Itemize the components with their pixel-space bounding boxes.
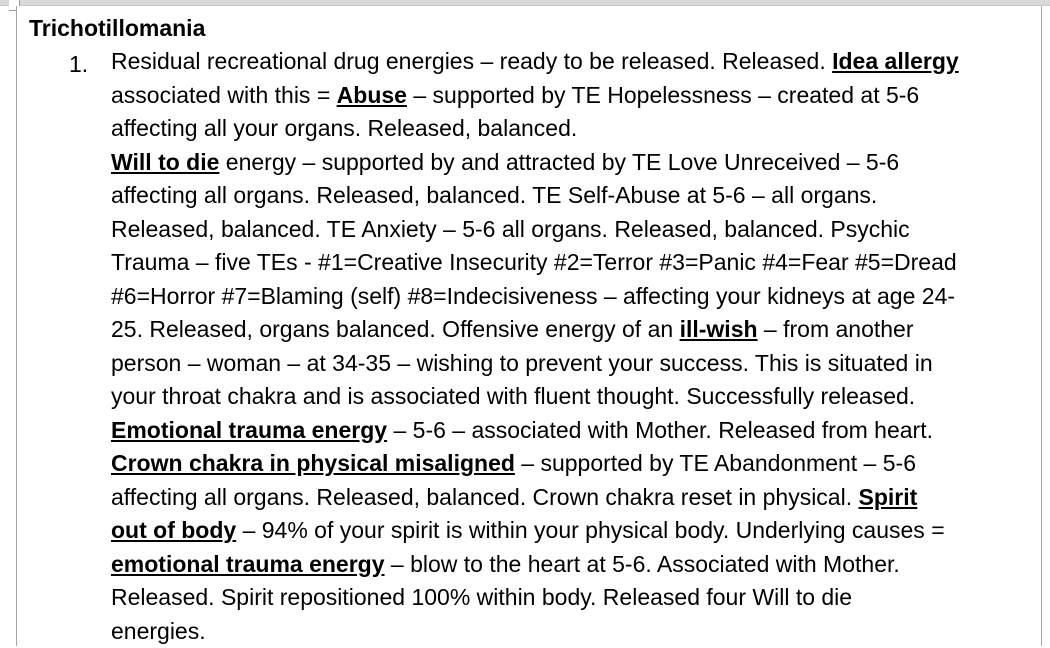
emphasized-term: Spirit [859, 484, 918, 510]
text-line [111, 79, 1036, 113]
list-item-number: 1. [69, 48, 88, 82]
text-line [111, 347, 1036, 381]
text-run: – 5-6 – associated with Mother. Released from heart. [387, 417, 933, 443]
text-run: Released. Spirit repositioned 100% within body. Released four Will to die [111, 584, 852, 610]
text-run: 25. Released, organs balanced. Offensive energy of an [111, 316, 680, 342]
text-run: – supported by TE Hopelessness – created at 5-6 [407, 82, 919, 108]
text-line [111, 146, 1036, 180]
text-line [111, 280, 1036, 314]
text-run: – blow to the heart at 5-6. Associated with Mother. [385, 551, 900, 577]
text-line [111, 313, 1036, 347]
text-line [111, 615, 1036, 648]
text-run: person – woman – at 34-35 – wishing to prevent your success. This is situated in [111, 350, 933, 376]
text-run: associated with this = [111, 82, 337, 108]
text-run: – 94% of your spirit is within your physical body. Underlying causes = [236, 517, 944, 543]
text-run: energy – supported by and attracted by TE Love Unreceived – 5-6 [219, 149, 899, 175]
emphasized-term: Will to die [111, 149, 219, 175]
document-page[interactable] [16, 6, 1042, 646]
text-line [111, 514, 1036, 548]
text-run: – from another [758, 316, 914, 342]
text-run: affecting all organs. Released, balanced. Crown chakra reset in physical. [111, 484, 859, 510]
text-run: Released, balanced. TE Anxiety – 5-6 all organs. Released, balanced. Psychic [111, 216, 910, 242]
emphasized-term: emotional trauma energy [111, 551, 385, 577]
text-line [111, 45, 1036, 79]
emphasized-term: Crown chakra in physical misaligned [111, 450, 515, 476]
text-run: affecting all organs. Released, balanced. TE Self-Abuse at 5-6 – all organs. [111, 182, 877, 208]
document-heading: Trichotillomania [29, 14, 205, 42]
text-line [111, 179, 1036, 213]
emphasized-term: Abuse [337, 82, 407, 108]
text-line [111, 246, 1036, 280]
emphasized-term: Emotional trauma energy [111, 417, 387, 443]
list-item-paragraph [111, 45, 1036, 648]
text-line [111, 481, 1036, 515]
text-run: your throat chakra and is associated with fluent thought. Successfully released. [111, 383, 915, 409]
text-line [111, 414, 1036, 448]
emphasized-term: out of body [111, 517, 236, 543]
text-run: #6=Horror #7=Blaming (self) #8=Indecisiveness – affecting your kidneys at age 24- [111, 283, 955, 309]
text-run: affecting all your organs. Released, balanced. [111, 115, 577, 141]
text-line [111, 447, 1036, 481]
text-run: – supported by TE Abandonment – 5-6 [515, 450, 916, 476]
text-run: Residual recreational drug energies – ready to be released. Released. [111, 48, 832, 74]
emphasized-term: ill-wish [680, 316, 758, 342]
text-line [111, 548, 1036, 582]
text-line [111, 581, 1036, 615]
text-line [111, 380, 1036, 414]
text-run: energies. [111, 618, 206, 644]
text-run: Trauma – five TEs - #1=Creative Insecurity #2=Terror #3=Panic #4=Fear #5=Dread [111, 249, 957, 275]
text-line [111, 213, 1036, 247]
text-line [111, 112, 1036, 146]
emphasized-term: Idea allergy [832, 48, 959, 74]
